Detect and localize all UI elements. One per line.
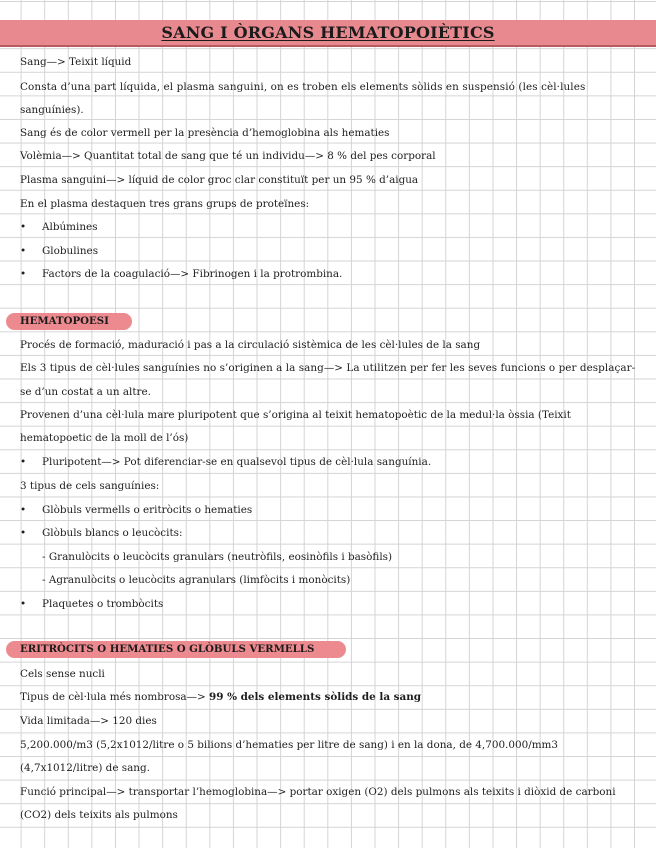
eritrocits-line-5: (4,7x1012/litre) de sang. — [20, 762, 150, 774]
intro-line-1: Sang—> Teixit líquid — [20, 56, 132, 68]
hematopoesi-line-4: Provenen d’una cèl·lula mare pluripotent que s’origina al teixit hematopoètic de la medul·la òssia (Teixit — [20, 409, 571, 421]
list-item: Factors de la coagulació—> Fibrinogen i la protrombina. — [42, 268, 343, 280]
intro-line-5: Volèmia—> Quantitat total de sang que té un individu—> 8 % del pes corporal — [20, 150, 436, 162]
eritrocits-line-3: Vida limitada—> 120 dies — [20, 715, 157, 727]
eritrocits-line-6: Funció principal—> transportar l’hemoglobina—> portar oxigen (O2) dels pulmons als teixits i diòxid de carboni — [20, 786, 616, 798]
bullet-dot: • — [20, 504, 27, 516]
intro-line-4: Sang és de color vermell per la presència d’hemoglobina als hematies — [20, 127, 390, 139]
eritrocits-line-4: 5,200.000/m3 (5,2x1012/litre o 5 bilions d’hematies per litre de sang) i en la dona, de 4,700.000/mm3 — [20, 739, 559, 751]
sub-list-item: - Granulòcits o leucòcits granulars (neutròfils, eosinòfils i basòfils) — [42, 551, 393, 563]
intro-line-6: Plasma sanguini—> líquid de color groc clar constituït per un 95 % d’aigua — [20, 174, 419, 186]
page-title: SANG I ÒRGANS HEMATOPOIÈTICS — [161, 23, 495, 42]
eritrocits-line-2-text: Tipus de cèl·lula més nombrosa—> — [20, 691, 210, 703]
bullet-dot: • — [20, 221, 27, 233]
bullet-dot: • — [20, 598, 27, 610]
list-item: Glòbuls vermells o eritròcits o hematies — [42, 504, 253, 516]
section-heading-hematopoesi: HEMATOPOESI — [20, 315, 109, 327]
intro-line-3: sanguínies). — [20, 104, 84, 116]
hematopoesi-line-3: se d’un costat a un altre. — [20, 386, 151, 398]
eritrocits-line-2 — [20, 690, 642, 704]
hematopoesi-line-5: hematopoetic de la moll de l’ós) — [20, 432, 189, 444]
hematopoesi-line-1: Procés de formació, maduració i pas a la circulació sistèmica de les cèl·lules de la sang — [20, 339, 481, 351]
sub-list-item: - Agranulòcits o leucòcits agranulars (limfòcits i monòcits) — [42, 574, 351, 586]
section-heading-eritrocits: ERITRÒCITS O HEMATIES O GLÒBULS VERMELLS — [20, 643, 315, 655]
list-item: Glòbuls blancs o leucòcits: — [42, 527, 183, 539]
hematopoesi-line-6: 3 tipus de cels sanguínies: — [20, 480, 160, 492]
list-item: Plaquetes o trombòcits — [42, 598, 164, 610]
intro-line-7: En el plasma destaquen tres grans grups de proteïnes: — [20, 198, 310, 210]
bullet-dot: • — [20, 527, 27, 539]
list-item: Albúmines — [42, 221, 98, 233]
list-item: Globulines — [42, 245, 99, 257]
intro-line-2: Consta d’una part líquida, el plasma sanguini, on es troben els elements sòlids en suspensió (les cèl·lules — [20, 81, 586, 93]
bullet-dot: • — [20, 245, 27, 257]
eritrocits-line-2-bold: 99 % dels elements sòlids de la sang — [209, 691, 422, 703]
list-item: Pluripotent—> Pot diferenciar-se en qualsevol tipus de cèl·lula sanguínia. — [42, 456, 432, 468]
bullet-dot: • — [20, 456, 27, 468]
eritrocits-line-7: (CO2) dels teixits als pulmons — [20, 809, 178, 821]
bullet-dot: • — [20, 268, 27, 280]
hematopoesi-line-2: Els 3 tipus de cèl·lules sanguínies no s’originen a la sang—> La utilitzen per fer les seves funcions o per desplaçar- — [20, 362, 636, 374]
eritrocits-line-1: Cels sense nucli — [20, 668, 105, 680]
